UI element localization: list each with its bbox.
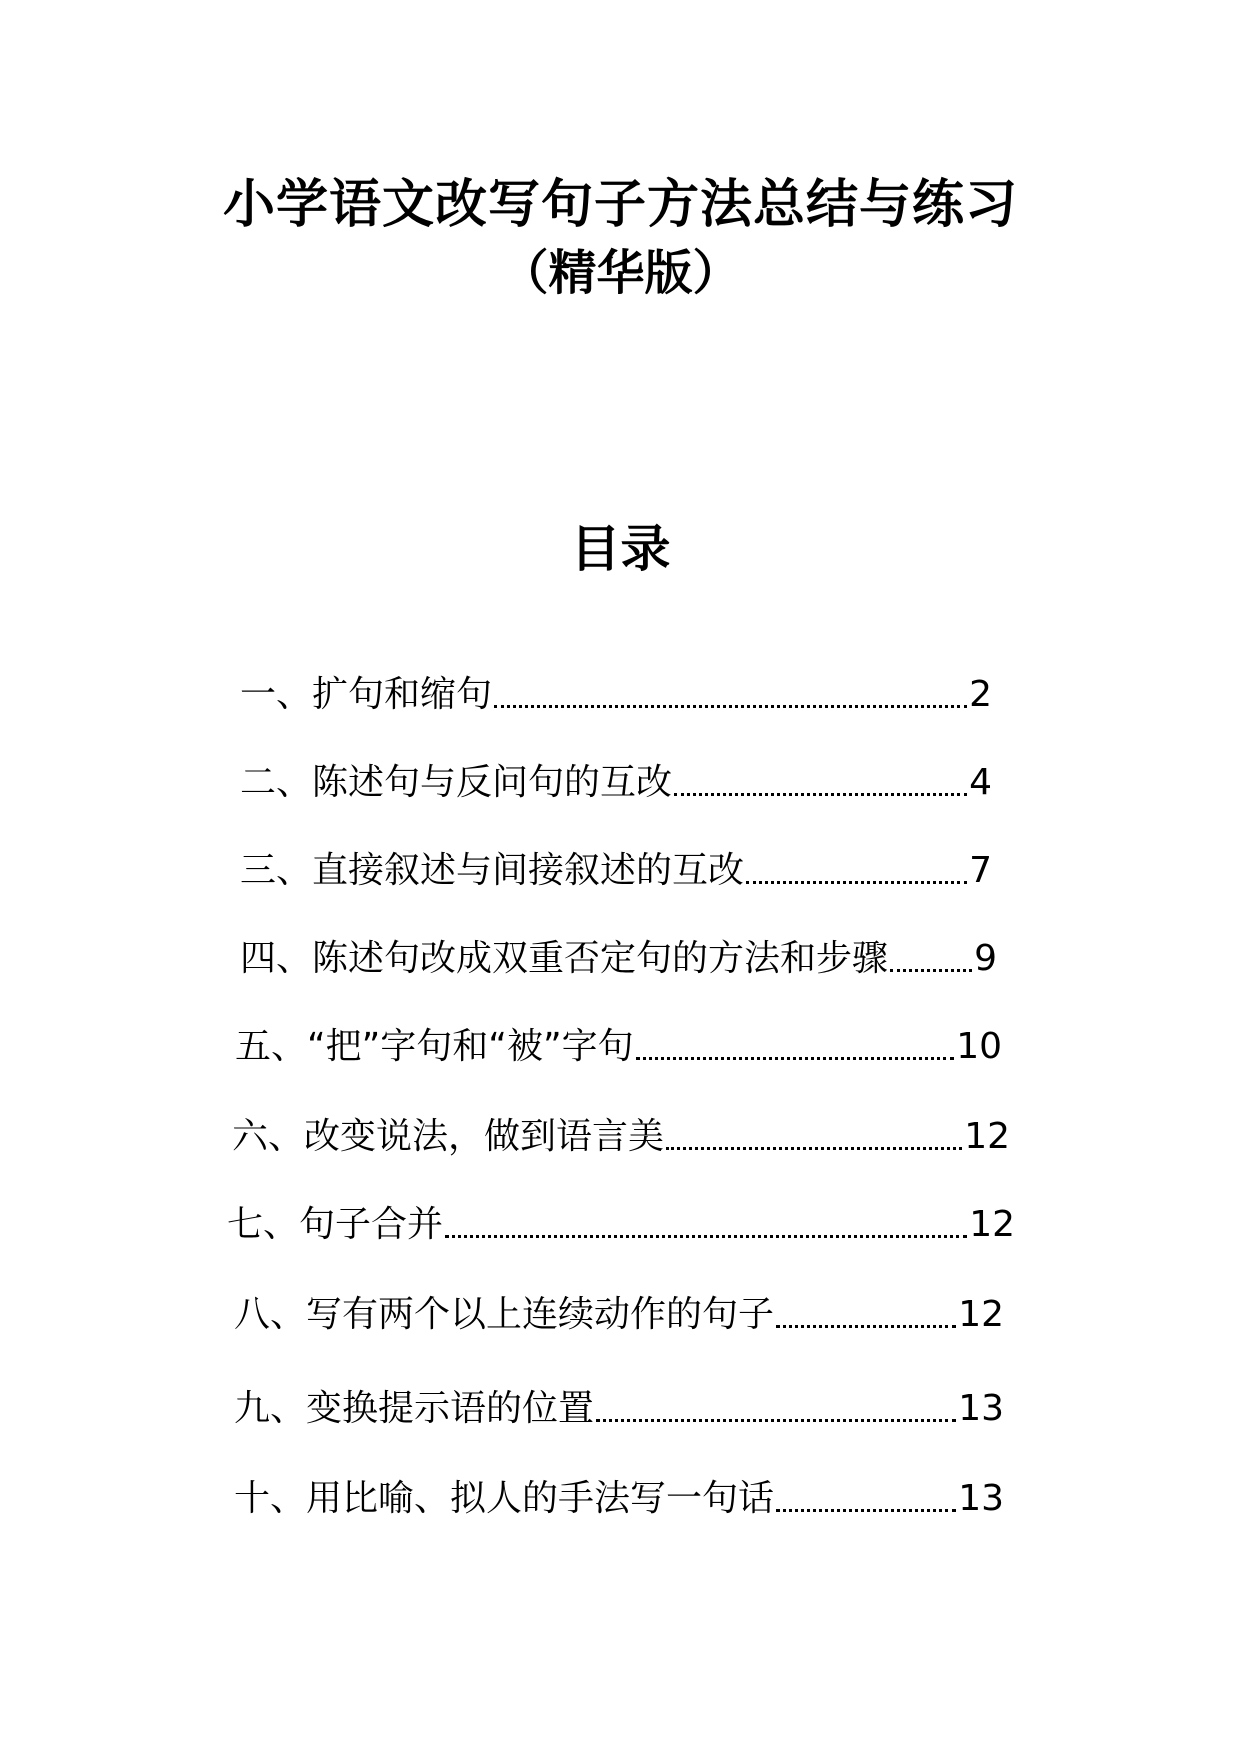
toc-dot-leader: [494, 705, 967, 708]
toc-dot-leader: [776, 1509, 956, 1512]
document-title: 小学语文改写句子方法总结与练习: [222, 175, 1018, 235]
toc-page-number: 12: [958, 1294, 1004, 1335]
toc-page-number: 12: [969, 1204, 1015, 1245]
toc-entry-6[interactable]: [232, 1112, 1010, 1162]
toc-dot-leader: [445, 1235, 967, 1238]
toc-heading: 目录: [570, 520, 671, 578]
toc-page-number: 7: [969, 850, 992, 891]
toc-entry-9[interactable]: [234, 1384, 1004, 1434]
toc-dot-leader: [776, 1325, 956, 1328]
toc-page-number: 13: [958, 1388, 1004, 1429]
toc-page-number: 2: [969, 674, 992, 715]
toc-entry-5[interactable]: [235, 1022, 1002, 1072]
toc-entry-label: 八、写有两个以上连续动作的句子: [234, 1294, 775, 1335]
toc-page-number: 4: [969, 762, 992, 803]
toc-page-number: 12: [964, 1116, 1010, 1157]
document-subtitle: （精华版）: [500, 245, 741, 301]
toc-entry-2[interactable]: [240, 758, 992, 808]
toc-entry-7[interactable]: [227, 1200, 1015, 1250]
toc-entry-1[interactable]: [240, 670, 992, 720]
toc-entry-4[interactable]: [240, 934, 997, 984]
toc-dot-leader: [636, 1057, 955, 1060]
toc-dot-leader: [890, 969, 972, 972]
toc-dot-leader: [746, 881, 967, 884]
toc-dot-leader: [674, 793, 967, 796]
toc-entry-3[interactable]: [240, 846, 992, 896]
toc-entry-8[interactable]: [234, 1290, 1004, 1340]
toc-entry-label: 三、直接叙述与间接叙述的互改: [240, 850, 745, 891]
toc-entry-label: 五、“把”字句和“被”字句: [235, 1026, 634, 1067]
toc-entry-label: 七、句子合并: [227, 1204, 444, 1245]
toc-entry-label: 十、用比喻、拟人的手法写一句话: [234, 1478, 775, 1519]
toc-entry-label: 二、陈述句与反问句的互改: [240, 762, 673, 803]
toc-dot-leader: [666, 1147, 962, 1150]
toc-dot-leader: [596, 1419, 956, 1422]
toc-entry-label: 四、陈述句改成双重否定句的方法和步骤: [240, 938, 889, 979]
toc-page-number: 10: [956, 1026, 1002, 1067]
toc-page-number: 9: [974, 938, 997, 979]
toc-page-number: 13: [958, 1478, 1004, 1519]
toc-entry-label: 一、扩句和缩句: [240, 674, 493, 715]
toc-entry-10[interactable]: [234, 1474, 1004, 1524]
toc-entry-label: 九、变换提示语的位置: [234, 1388, 595, 1429]
toc-entry-label: 六、改变说法，做到语言美: [232, 1116, 665, 1157]
